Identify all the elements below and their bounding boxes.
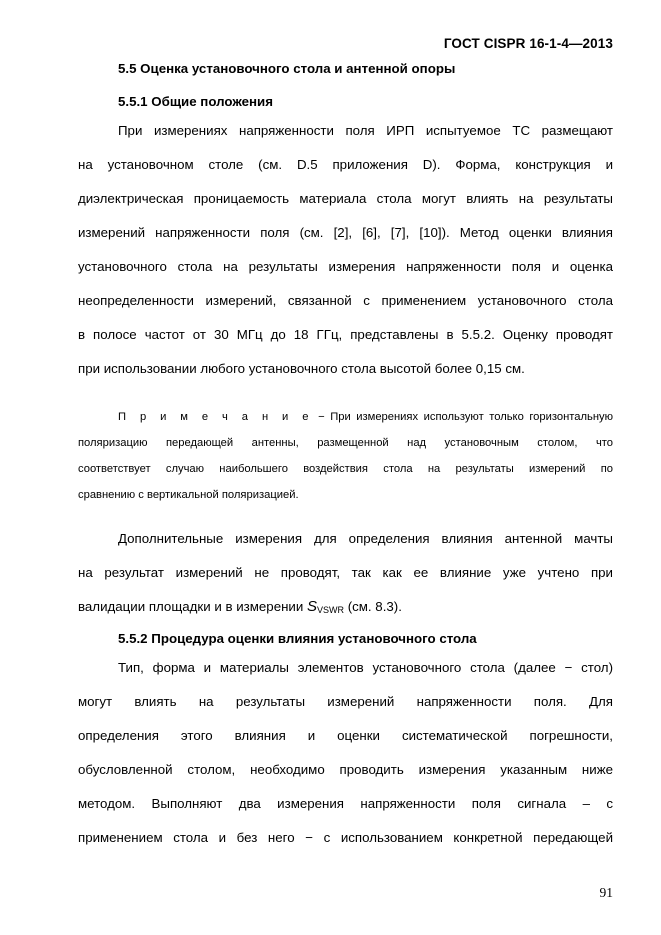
section-5-5-heading: 5.5 Оценка установочного стола и антенной опоры: [118, 61, 456, 76]
note-text: − При измерениях используют только горизонтальную: [312, 411, 613, 423]
note-line: сравнению с вертикальной поляризацией.: [78, 489, 299, 501]
text-line: При измерениях напряженности поля ИРП испытуемое ТС размещают: [118, 123, 613, 138]
antenna-mast-paragraph: [78, 522, 613, 624]
text-line-with-symbol: [78, 590, 613, 624]
note-block: [78, 404, 613, 508]
text-line: неопределенности измерений, связанной с применением установочного стола: [78, 293, 613, 308]
text-line: методом. Выполняют два измерения напряженности поля сигнала – с: [78, 796, 613, 811]
page-number: 91: [599, 885, 613, 900]
text-line: на установочном столе (см. D.5 приложения D). Форма, конструкция и: [78, 157, 613, 172]
text-fragment: валидации площадки и в измерении: [78, 599, 307, 614]
text-line: в полосе частот от 30 МГц до 18 ГГц, представлены в 5.5.2. Оценку проводят: [78, 327, 613, 342]
text-fragment: (см. 8.3).: [344, 599, 402, 614]
text-line: Дополнительные измерения для определения влияния антенной мачты: [118, 531, 613, 546]
note-line: поляризацию передающей антенны, размещенной над установочным столом, что: [78, 437, 613, 449]
document-header: ГОСТ CISPR 16-1-4—2013: [443, 36, 613, 51]
svswr-subscript: VSWR: [317, 605, 344, 615]
text-line: установочного стола на результаты измерения напряженности поля и оценка: [78, 259, 613, 274]
general-provisions-paragraph: [78, 114, 613, 386]
text-line: на результат измерений не проводят, так как ее влияние уже учтено при: [78, 565, 613, 580]
text-line: определения этого влияния и оценки систематической погрешности,: [78, 728, 613, 743]
procedure-paragraph: [78, 651, 613, 855]
text-line: измерений напряженности поля (см. [2], [6], [7], [10]). Метод оценки влияния: [78, 225, 613, 240]
text-line: при использовании любого установочного стола высотой более 0,15 см.: [78, 361, 525, 376]
text-line: обусловленной столом, необходимо проводить измерения указанным ниже: [78, 762, 613, 777]
note-first-line: [78, 404, 613, 430]
svswr-symbol: S: [306, 598, 317, 615]
note-line: соответствует случаю наибольшего воздействия стола на результаты измерений по: [78, 463, 613, 475]
text-line: могут влиять на результаты измерений напряженности поля. Для: [78, 694, 613, 709]
text-line: Тип, форма и материалы элементов установочного стола (далее − стол): [118, 660, 613, 675]
text-line: применением стола и без него − с использованием конкретной передающей: [78, 830, 613, 845]
section-5-5-1-heading: 5.5.1 Общие положения: [118, 94, 273, 109]
text-line: диэлектрическая проницаемость материала стола могут влиять на результаты: [78, 191, 613, 206]
section-5-5-2-heading: 5.5.2 Процедура оценки влияния установочного стола: [118, 631, 477, 646]
note-label: П р и м е ч а н и е: [118, 411, 313, 423]
